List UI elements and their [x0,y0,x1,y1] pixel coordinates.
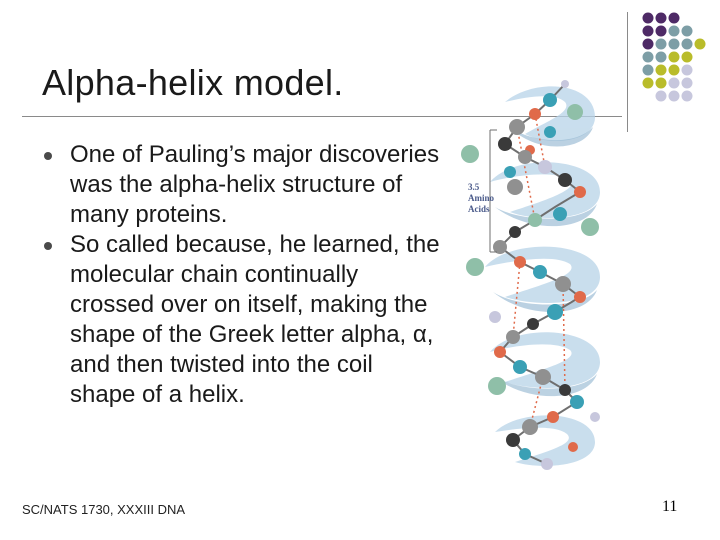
amino-label-line: Acids [468,204,490,214]
amino-label-line: 3.5 [468,182,480,192]
decorative-dot-grid [640,12,720,122]
bullet-item [44,140,444,230]
header-vertical-rule [627,12,628,132]
alpha-helix-illustration [455,72,615,484]
bullet-text: One of Pauling’s major discoveries was the alpha-helix structure of many proteins. [70,141,440,228]
bullet-text: So called because, he learned, the molecular chain continually crossed over on itself, making the shape of the Greek letter alpha, α, and then twisted into the coil shape of a helix. [70,231,440,408]
amino-acid-label [468,182,494,215]
bullet-item [44,230,444,410]
bullet-dot-icon [44,152,52,160]
page-number: 11 [662,498,678,515]
bullet-dot-icon [44,242,52,250]
bullet-list [44,140,444,410]
amino-label-line: Amino [468,193,495,203]
slide-title: Alpha-helix model. [42,62,344,103]
footer-text: SC/NATS 1730, XXXIII DNA [22,502,186,517]
